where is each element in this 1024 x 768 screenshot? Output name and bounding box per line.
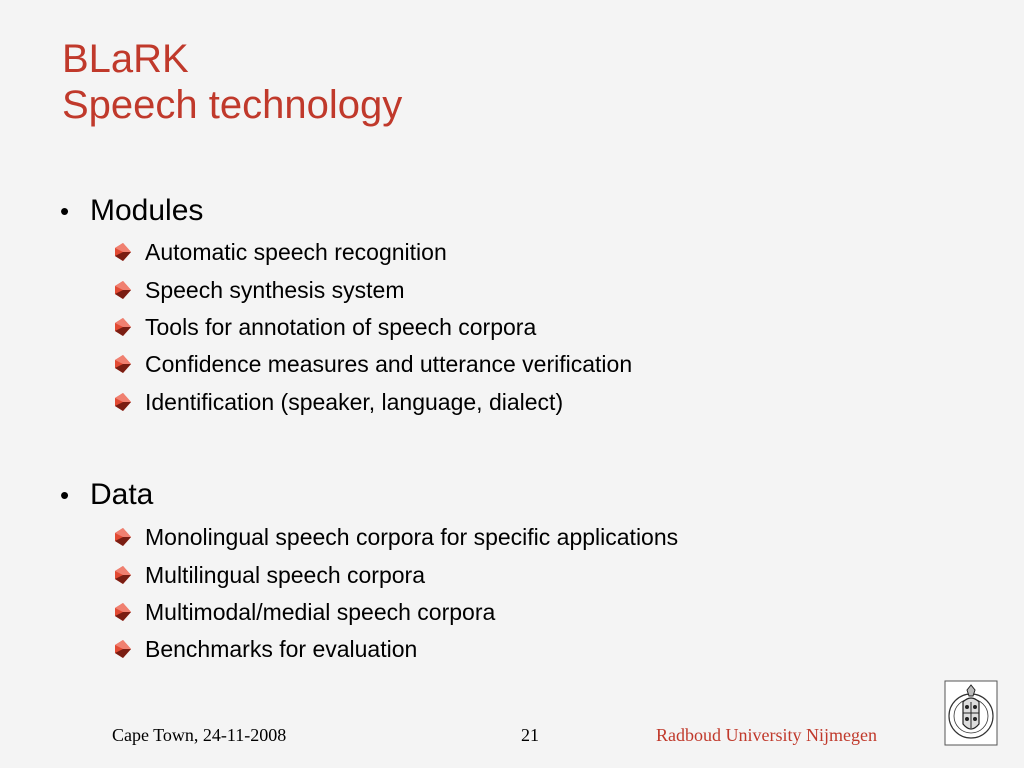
- section-heading-label: Modules: [90, 194, 204, 227]
- footer-university: Radboud University Nijmegen: [656, 725, 877, 745]
- list-item: Benchmarks for evaluation: [111, 635, 417, 663]
- 3d-arrow-bullet-icon: [111, 279, 133, 301]
- footer-location-date: Cape Town, 24-11-2008: [112, 725, 287, 745]
- footer-page-number: 21: [521, 725, 539, 745]
- list-item: Multimodal/medial speech corpora: [111, 598, 495, 626]
- bullet-icon: •: [60, 480, 70, 510]
- 3d-arrow-bullet-icon: [111, 601, 133, 623]
- radboud-seal-logo: [944, 680, 998, 746]
- 3d-arrow-bullet-icon: [111, 316, 133, 338]
- title-line-1: BLaRK: [62, 37, 189, 81]
- title-line-2: Speech technology: [62, 83, 403, 127]
- list-item: Tools for annotation of speech corpora: [111, 313, 536, 341]
- section-heading-data: [60, 478, 153, 512]
- list-item: Multilingual speech corpora: [111, 561, 425, 589]
- list-item: Automatic speech recognition: [111, 238, 447, 266]
- slide-title: [62, 36, 402, 128]
- 3d-arrow-bullet-icon: [111, 241, 133, 263]
- 3d-arrow-bullet-icon: [111, 564, 133, 586]
- list-item: Speech synthesis system: [111, 276, 405, 304]
- list-item: Identification (speaker, language, dialect): [111, 388, 563, 416]
- bullet-icon: •: [60, 196, 70, 226]
- list-item: Confidence measures and utterance verification: [111, 350, 632, 378]
- section-heading-label: Data: [90, 478, 154, 511]
- 3d-arrow-bullet-icon: [111, 638, 133, 660]
- section-heading-modules: [60, 194, 203, 228]
- list-item: Monolingual speech corpora for specific applications: [111, 523, 678, 551]
- 3d-arrow-bullet-icon: [111, 526, 133, 548]
- 3d-arrow-bullet-icon: [111, 391, 133, 413]
- 3d-arrow-bullet-icon: [111, 353, 133, 375]
